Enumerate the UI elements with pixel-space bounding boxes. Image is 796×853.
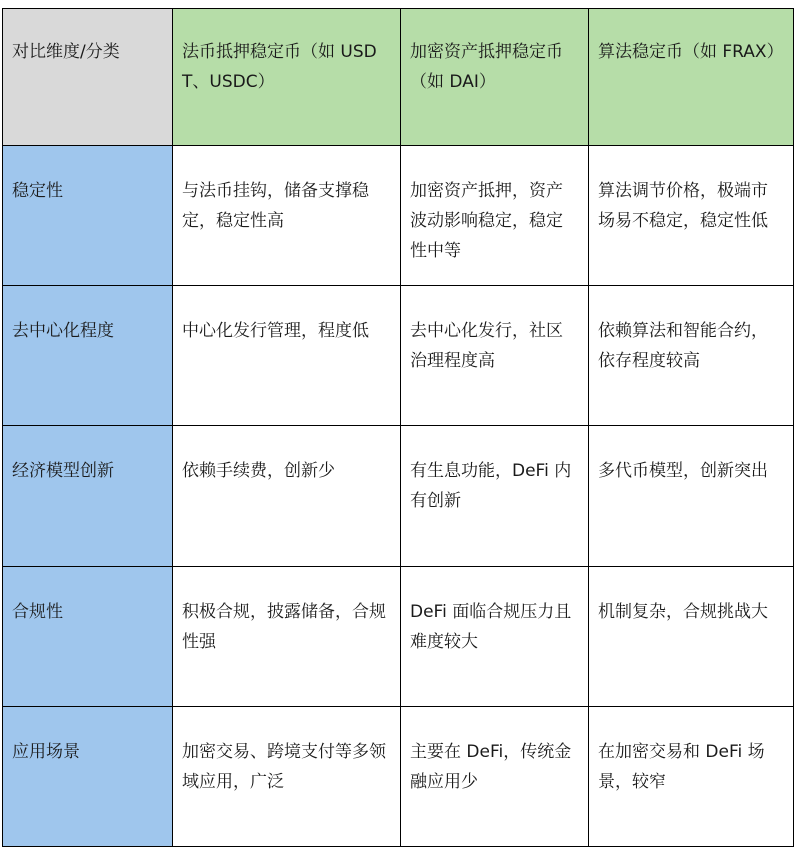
table-row-compliance — [3, 566, 794, 706]
cell-economic-model-crypto: 有生息功能，DeFi 内有创新 — [401, 426, 589, 566]
cell-economic-model-algorithmic: 多代币模型，创新突出 — [589, 426, 794, 566]
row-label-stability: 稳定性 — [3, 146, 173, 286]
comparison-table-container — [2, 8, 793, 847]
cell-use-cases-fiat: 加密交易、跨境支付等多领域应用，广泛 — [173, 706, 401, 846]
row-label-economic-model: 经济模型创新 — [3, 426, 173, 566]
cell-compliance-crypto: DeFi 面临合规压力且难度较大 — [401, 566, 589, 706]
cell-decentralization-algorithmic: 依赖算法和智能合约，依存程度较高 — [589, 286, 794, 426]
header-crypto-collateral: 加密资产抵押稳定币（如 DAI） — [401, 9, 589, 146]
stablecoin-comparison-table — [2, 8, 794, 847]
cell-compliance-algorithmic: 机制复杂，合规挑战大 — [589, 566, 794, 706]
cell-economic-model-fiat: 依赖手续费，创新少 — [173, 426, 401, 566]
table-header-row — [3, 9, 794, 146]
header-corner-cell: 对比维度/分类 — [3, 9, 173, 146]
table-row-use-cases — [3, 706, 794, 846]
header-fiat-collateral: 法币抵押稳定币（如 USDT、USDC） — [173, 9, 401, 146]
header-algorithmic: 算法稳定币（如 FRAX） — [589, 9, 794, 146]
row-label-compliance: 合规性 — [3, 566, 173, 706]
cell-use-cases-crypto: 主要在 DeFi，传统金融应用少 — [401, 706, 589, 846]
table-row-decentralization — [3, 286, 794, 426]
cell-stability-crypto: 加密资产抵押，资产波动影响稳定，稳定性中等 — [401, 146, 589, 286]
cell-use-cases-algorithmic: 在加密交易和 DeFi 场景，较窄 — [589, 706, 794, 846]
cell-decentralization-crypto: 去中心化发行，社区治理程度高 — [401, 286, 589, 426]
cell-decentralization-fiat: 中心化发行管理，程度低 — [173, 286, 401, 426]
cell-stability-algorithmic: 算法调节价格，极端市场易不稳定，稳定性低 — [589, 146, 794, 286]
cell-compliance-fiat: 积极合规，披露储备，合规性强 — [173, 566, 401, 706]
cell-stability-fiat: 与法币挂钩，储备支撑稳定，稳定性高 — [173, 146, 401, 286]
row-label-decentralization: 去中心化程度 — [3, 286, 173, 426]
row-label-use-cases: 应用场景 — [3, 706, 173, 846]
table-row-economic-model — [3, 426, 794, 566]
table-row-stability — [3, 146, 794, 286]
